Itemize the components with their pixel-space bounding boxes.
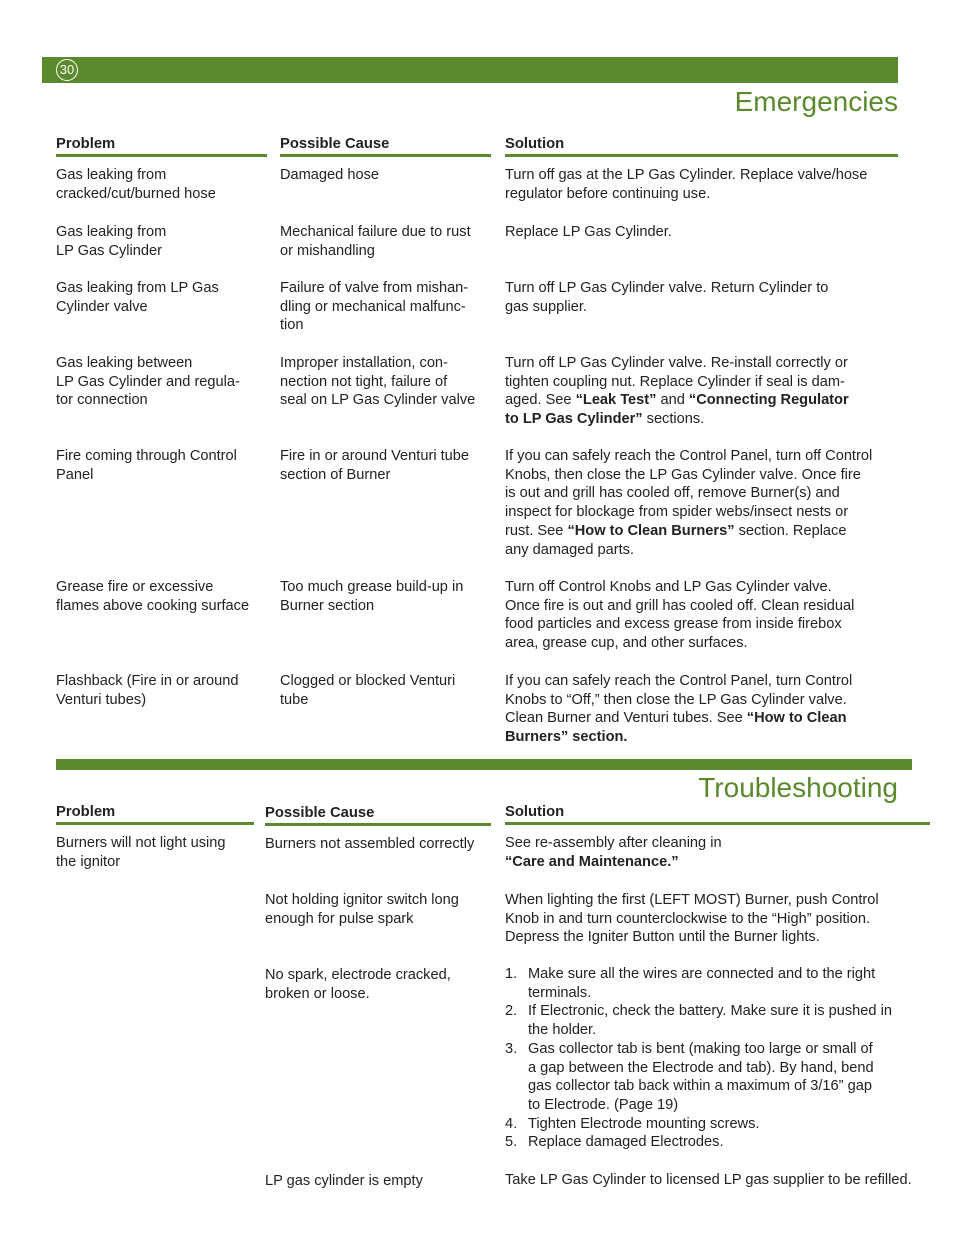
step-number: 4. [505,1115,518,1132]
emergency-problem-line: Venturi tubes) [56,691,147,708]
step-text-line: If Electronic, check the battery. Make sure it is pushed in [528,1003,892,1020]
text-run: Take LP Gas Cylinder to licensed LP gas supplier to be refilled. [505,1172,912,1188]
text-run: food particles and excess grease from inside firebox [505,616,842,633]
troubleshooting-title: Troubleshooting [698,772,898,803]
emergencies-header-cause: Possible Cause [280,136,390,152]
troubleshooting-cause-line: enough for pulse spark [265,910,414,927]
emergency-cause [280,447,469,484]
emergency-solution-line [505,223,672,242]
troubleshooting-cause [265,891,459,928]
emergency-solution [505,279,828,316]
emergency-solution-line [505,691,852,710]
troubleshooting-steps-list [505,965,892,1152]
text-run: regulator before continuing use. [505,185,711,202]
emergency-solution [505,166,867,203]
emergency-cause-line: Clogged or blocked Venturi [280,673,456,689]
emergency-cause [280,672,455,709]
emergency-problem-line: Flashback (Fire in or around [56,673,239,689]
step-number: 5. [505,1134,518,1151]
emergency-problem-line: Panel [56,466,94,483]
bold-reference: “Leak Test” [575,392,657,409]
step-number: 1. [505,966,518,982]
emergency-solution-line [505,728,852,747]
emergency-cause-line: Fire in or around Venturi tube [280,448,470,464]
troubleshooting-solution [505,1171,912,1190]
emergencies-rule-cause [280,154,491,157]
troubleshooting-solution-line [505,928,879,947]
troubleshooting-problem-line: the ignitor [56,853,121,870]
text-run: If you can safely reach the Control Panel, turn Control [505,673,853,689]
emergency-cause-line: tion [280,317,304,334]
troubleshooting-solution-line [505,1171,912,1190]
emergency-cause-line: or mishandling [280,242,375,259]
troubleshooting-cause-line: Not holding ignitor switch long [265,892,459,908]
emergency-solution-line [505,373,849,392]
troubleshooting-cause-line: Burners not assembled correctly [265,836,475,852]
text-run: tighten coupling nut. Replace Cylinder if seal is dam- [505,373,845,390]
bold-reference: to LP Gas Cylinder” [505,411,643,428]
text-run: Knob in and turn counterclockwise to the “High” position. [505,910,871,927]
step-text-line: a gap between the Electrode and tab). By hand, bend [528,1059,874,1076]
emergency-cause-line: seal on LP Gas Cylinder valve [280,392,476,409]
emergency-problem-line: tor connection [56,392,148,409]
text-run: Once fire is out and grill has cooled off. Clean residual [505,597,855,614]
step-text-line: terminals. [528,984,592,1001]
emergency-solution [505,672,852,747]
troubleshooting-cause [265,1172,423,1191]
emergency-problem-line: Gas leaking from LP Gas [56,280,219,296]
emergency-solution-line [505,166,867,185]
emergency-solution-line [505,634,854,653]
emergency-problem [56,447,237,484]
step-number: 2. [505,1003,518,1020]
text-run: and [656,392,689,409]
emergencies-title: Emergencies [734,86,898,117]
emergency-problem-line: LP Gas Cylinder [56,242,162,259]
text-run: section. Replace [734,522,847,539]
emergency-solution-line [505,185,867,204]
text-run: sections. [642,411,705,428]
troubleshooting-solution-line [505,834,722,853]
emergency-cause-line: tube [280,691,309,708]
step-text-line: Make sure all the wires are connected and to the right [528,966,876,982]
section-divider-bar [56,759,912,770]
emergency-cause [280,354,475,410]
step-text-line: the holder. [528,1022,597,1039]
emergency-cause [280,223,471,260]
bold-reference: “Care and Maintenance.” [505,853,679,870]
emergency-problem-line: Gas leaking from [56,224,167,240]
emergency-cause [280,166,379,185]
emergency-cause-line: Failure of valve from mishan- [280,280,469,296]
emergency-solution [505,354,849,429]
emergency-solution-line [505,578,854,597]
emergency-cause-line: Burner section [280,597,375,614]
text-run: See re-assembly after cleaning in [505,835,722,851]
troubleshooting-header-solution: Solution [505,804,565,820]
troubleshooting-solution-line [505,910,879,929]
text-run: When lighting the first (LEFT MOST) Burner, push Control [505,892,879,908]
emergency-solution-line [505,541,872,560]
emergencies-rule-solution [505,154,898,157]
troubleshooting-solution [505,891,879,947]
emergency-cause-line: dling or mechanical malfunc- [280,298,466,315]
text-run: Depress the Igniter Button until the Burner lights. [505,929,820,946]
emergency-problem [56,279,219,316]
text-run: inspect for blockage from spider webs/insect nests or [505,504,849,521]
emergency-solution-line [505,672,852,691]
emergency-problem [56,354,240,410]
bold-reference: “How to Clean [746,710,847,727]
emergencies-rule-problem [56,154,267,157]
emergency-problem-line: Gas leaking from [56,167,167,183]
step-text-line: Gas collector tab is bent (making too large or small of [528,1040,873,1057]
text-run: Turn off LP Gas Cylinder valve. Return Cylinder to [505,280,829,296]
text-run: If you can safely reach the Control Panel, turn off Control [505,448,873,464]
text-run: area, grease cup, and other surfaces. [505,635,748,652]
emergency-problem [56,578,249,615]
step-text-line: to Electrode. (Page 19) [528,1096,679,1113]
troubleshooting-step [505,965,892,1002]
bold-reference: “Connecting Regulator [688,392,849,409]
bold-reference: Burners” section. [505,729,628,746]
text-run: Knobs to “Off,” then close the LP Gas Cylinder valve. [505,691,847,708]
bold-reference: “How to Clean Burners” [567,522,735,539]
text-run: is out and grill has cooled off, remove Burner(s) and [505,485,840,502]
emergency-cause-line: Mechanical failure due to rust [280,224,471,240]
emergency-solution-line [505,615,854,634]
emergencies-header-problem: Problem [56,136,116,152]
emergencies-header-solution: Solution [505,136,565,152]
emergency-problem-line: Cylinder valve [56,298,148,315]
step-text-line: Tighten Electrode mounting screws. [528,1115,760,1132]
text-run: Turn off Control Knobs and LP Gas Cylinder valve. [505,579,832,595]
troubleshooting-cause [265,835,474,854]
troubleshooting-solution [505,834,722,871]
emergency-solution-line [505,484,872,503]
troubleshooting-step [505,1002,892,1039]
emergency-cause-line: Too much grease build-up in [280,579,464,595]
text-run: Turn off gas at the LP Gas Cylinder. Replace valve/hose [505,167,868,183]
emergency-problem [56,166,216,203]
text-run: Replace LP Gas Cylinder. [505,224,672,240]
emergency-solution-line [505,279,828,298]
step-text-line: Replace damaged Electrodes. [528,1134,724,1151]
troubleshooting-problem [56,834,226,871]
emergency-problem-line: Grease fire or excessive [56,579,214,595]
emergency-solution-line [505,522,872,541]
troubleshooting-cause [265,966,451,1003]
text-run: Turn off LP Gas Cylinder valve. Re-install correctly or [505,355,848,371]
step-number: 3. [505,1040,518,1057]
emergency-solution-line [505,503,872,522]
emergency-problem-line: Fire coming through Control [56,448,237,464]
troubleshooting-rule-solution [505,822,930,825]
emergency-cause-line: Improper installation, con- [280,355,448,371]
troubleshooting-cause-line: broken or loose. [265,985,370,1002]
emergency-cause-line: section of Burner [280,466,391,483]
troubleshooting-rule-cause [265,823,491,826]
emergency-solution [505,447,872,559]
troubleshooting-header-cause: Possible Cause [265,805,375,821]
troubleshooting-cause-line: LP gas cylinder is empty [265,1173,423,1189]
troubleshooting-problem-line: Burners will not light using [56,835,226,851]
emergency-cause [280,578,463,615]
emergency-solution-line [505,709,852,728]
text-run: any damaged parts. [505,541,634,558]
emergency-solution-line [505,466,872,485]
text-run: aged. See [505,392,576,409]
step-text-line: gas collector tab back within a maximum of 3/16” gap [528,1078,872,1095]
emergency-solution-line [505,447,872,466]
emergency-solution-line [505,354,849,373]
emergency-problem-line: cracked/cut/burned hose [56,185,216,202]
troubleshooting-solution-line [505,891,879,910]
header-bar [42,57,898,83]
emergency-cause-line: Damaged hose [280,167,379,183]
troubleshooting-solution-line [505,853,722,872]
emergency-solution [505,223,672,242]
emergency-problem [56,223,166,260]
troubleshooting-rule-problem [56,822,254,825]
emergency-solution-line [505,597,854,616]
emergency-problem-line: LP Gas Cylinder and regula- [56,373,240,390]
troubleshooting-step [505,1040,892,1115]
emergency-problem-line: flames above cooking surface [56,597,250,614]
troubleshooting-header-problem: Problem [56,804,116,820]
emergency-cause-line: nection not tight, failure of [280,373,448,390]
text-run: rust. See [505,522,568,539]
emergency-problem [56,672,239,709]
text-run: Clean Burner and Venturi tubes. See [505,710,747,727]
text-run: gas supplier. [505,298,587,315]
emergency-solution [505,578,854,653]
emergency-cause [280,279,468,335]
emergency-solution-line [505,298,828,317]
troubleshooting-cause-line: No spark, electrode cracked, [265,967,451,983]
emergency-problem-line: Gas leaking between [56,355,193,371]
emergency-solution-line [505,391,849,410]
troubleshooting-step [505,1133,892,1152]
page-number-badge: 30 [56,59,78,81]
troubleshooting-step [505,1115,892,1134]
text-run: Knobs, then close the LP Gas Cylinder valve. Once fire [505,466,861,483]
emergency-solution-line [505,410,849,429]
